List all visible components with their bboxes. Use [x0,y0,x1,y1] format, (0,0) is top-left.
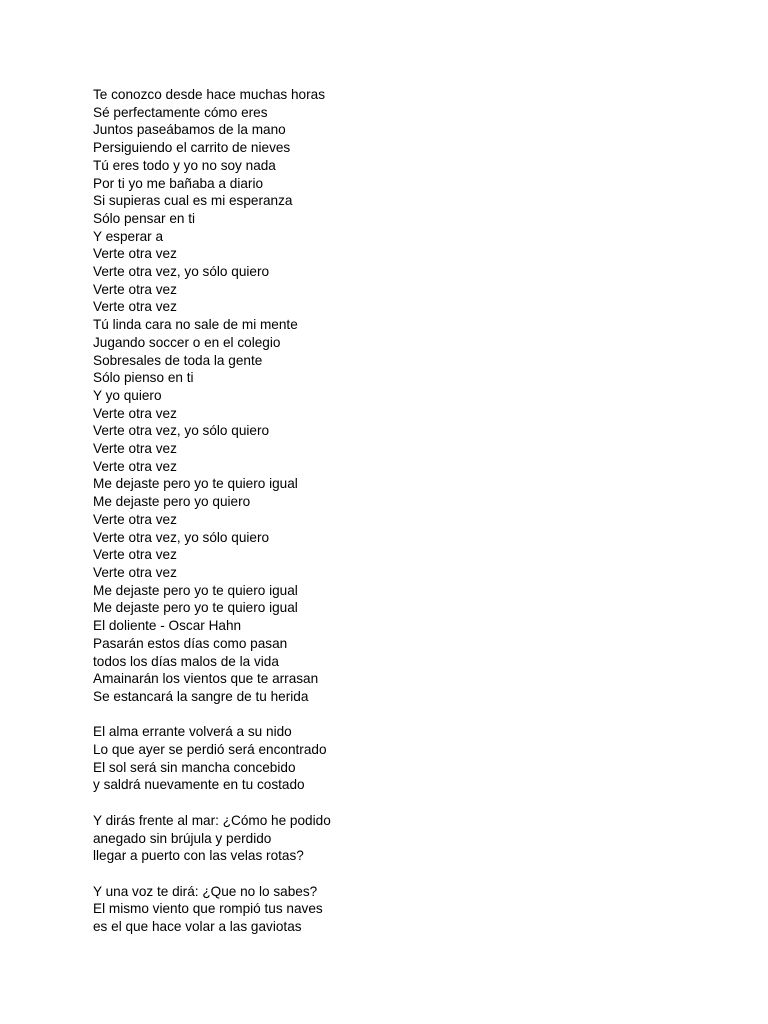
text-line: Se estancará la sangre de tu herida [93,688,309,704]
text-line: Sólo pensar en ti [93,210,196,226]
text-line: Verte otra vez [93,246,177,262]
text-line: Sobresales de toda la gente [93,352,263,368]
text-line: Sé perfectamente cómo eres [93,104,268,120]
text-line: Me dejaste pero yo quiero [93,494,251,510]
text-line: Y dirás frente al mar: ¿Cómo he podido [93,812,331,828]
text-line: Sólo pienso en ti [93,370,194,386]
text-line: Verte otra vez, yo sólo quiero [93,423,270,439]
text-line: y saldrá nuevamente en tu costado [93,777,305,793]
text-line: Verte otra vez [93,299,177,315]
text-line: Y una voz te dirá: ¿Que no lo sabes? [93,883,318,899]
text-line: Y esperar a [93,228,164,244]
text-line: El doliente - Oscar Hahn [93,618,242,634]
text-line: Me dejaste pero yo te quiero igual [93,476,298,492]
text-line: Me dejaste pero yo te quiero igual [93,600,298,616]
text-line: Te conozco desde hace muchas horas [93,87,325,102]
text-line: Lo que ayer se perdió será encontrado [93,742,327,757]
text-line: llegar a puerto con las velas rotas? [93,848,304,864]
text-line: Juntos paseábamos de la mano [93,122,286,138]
text-line: Verte otra vez, yo sólo quiero [93,264,270,280]
text-line: Verte otra vez [93,547,177,563]
text-line: Pasarán estos días como pasan [93,635,288,651]
text-line: Me dejaste pero yo te quiero igual [93,582,298,598]
text-line: Verte otra vez, yo sólo quiero [93,529,270,545]
text-line: Verte otra vez [93,458,177,474]
text-line: todos los días malos de la vida [93,653,279,669]
text-line: Verte otra vez [93,564,177,580]
text-line: Tú eres todo y yo no soy nada [93,157,276,173]
stanza-break [93,706,713,724]
text-line: anegado sin brújula y perdido [93,830,272,846]
text-line: Tú linda cara no sale de mi mente [93,317,298,333]
text-line: Persiguiendo el carrito de nieves [93,140,291,156]
poem-text-block [93,86,713,936]
text-line: es el que hace volar a las gaviotas [93,919,302,934]
text-line: El mismo viento que rompió tus naves [93,901,323,917]
text-line: Si supieras cual es mi esperanza [93,193,293,209]
text-line: Amainarán los vientos que te arrasan [93,671,319,687]
text-line: Jugando soccer o en el colegio [93,334,281,350]
stanza-break [93,794,713,812]
text-line: El alma errante volverá a su nido [93,724,292,740]
text-line: Por ti yo me bañaba a diario [93,175,264,191]
text-line: Verte otra vez [93,511,177,527]
text-line: Verte otra vez [93,441,177,457]
stanza-break [93,865,713,883]
text-line: Verte otra vez [93,281,177,297]
text-line: Verte otra vez [93,405,177,421]
text-line: Y yo quiero [93,387,162,403]
text-line: El sol será sin mancha concebido [93,759,296,775]
